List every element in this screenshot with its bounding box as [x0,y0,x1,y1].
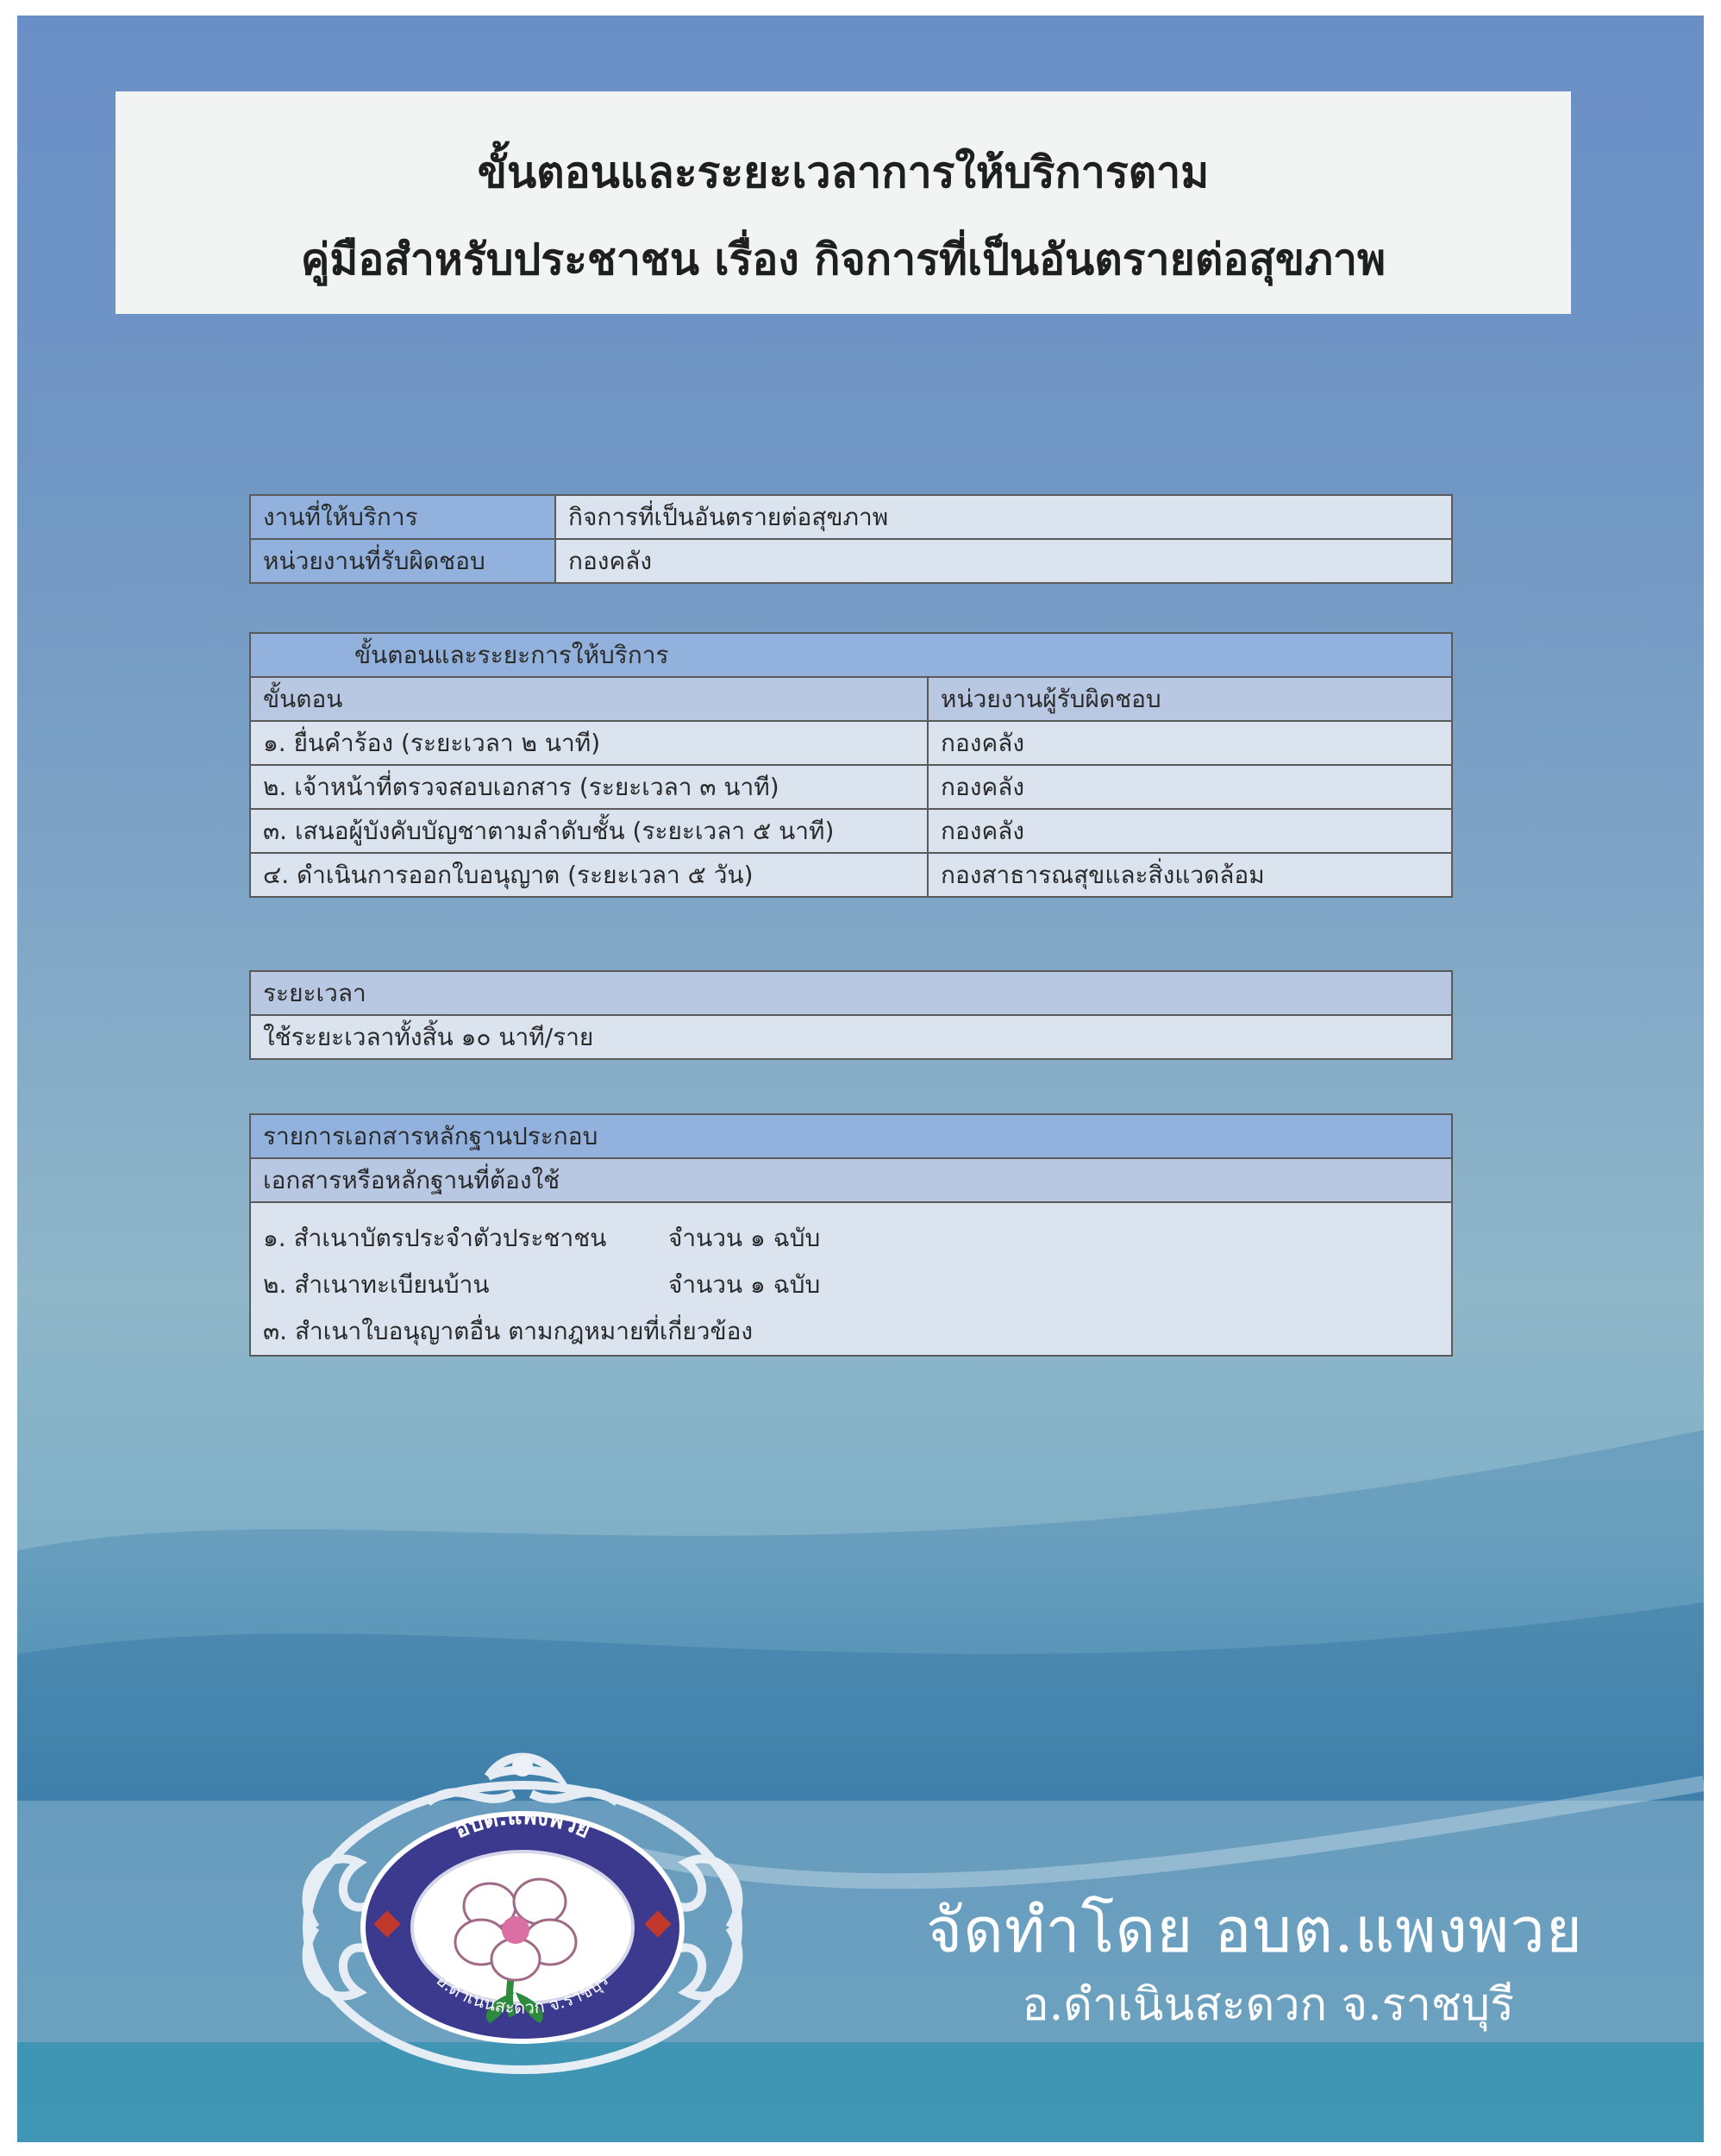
table-row [250,677,1452,721]
service-info-table [249,494,1453,584]
table-row [250,1015,1452,1059]
table-row [250,853,1452,897]
document-quantity: จำนวน ๑ ฉบับ [668,1270,821,1299]
table-row [250,1158,1452,1202]
list-item [263,1215,1439,1262]
unit-value: กองคลัง [555,539,1452,583]
service-value: กิจการที่เป็นอันตรายต่อสุขภาพ [555,495,1452,539]
unit-cell: กองคลัง [928,721,1452,765]
unit-cell: กองสาธารณสุขและสิ่งแวดล้อม [928,853,1452,897]
step-cell: ๓. เสนอผู้บังคับบัญชาตามลำดับชั้น (ระยะเวลา ๕ นาที) [250,809,928,853]
title-banner [116,91,1571,314]
step-cell: ๒. เจ้าหน้าที่ตรวจสอบเอกสาร (ระยะเวลา ๓ นาที) [250,765,928,809]
table-row [250,765,1452,809]
service-label: งานที่ให้บริการ [250,495,555,539]
document-name: ๓. สำเนาใบอนุญาตอื่น ตามกฎหมายที่เกี่ยวข้อง [263,1317,754,1345]
page-title: ขั้นตอนและระยะเวลาการให้บริการตาม [477,147,1210,197]
table-row [250,809,1452,853]
list-item [263,1308,1439,1355]
unit-label: หน่วยงานที่รับผิดชอบ [250,539,555,583]
duration-header: ระยะเวลา [250,971,1452,1015]
table-row [250,971,1452,1015]
documents-list [250,1202,1452,1356]
table-row [250,539,1452,583]
footer-organization: จัดทำโดย อบต.แพงพวย [925,1894,1583,1966]
documents-subheader: เอกสารหรือหลักฐานที่ต้องใช้ [250,1158,1452,1202]
duration-table [249,970,1453,1060]
document-name: ๒. สำเนาทะเบียนบ้าน [263,1270,490,1299]
col-step-header: ขั้นตอน [250,677,928,721]
step-cell: ๑. ยื่นคำร้อง (ระยะเวลา ๒ นาที) [250,721,928,765]
page-subtitle: คู่มือสำหรับประชาชน เรื่อง กิจการที่เป็นอันตรายต่อสุขภาพ [300,235,1386,285]
logo-top-text: อบต.แพงพวย [450,1803,595,1845]
col-unit-header: หน่วยงานผู้รับผิดชอบ [928,677,1452,721]
steps-header: ขั้นตอนและระยะการให้บริการ [250,633,1452,677]
unit-cell: กองคลัง [928,809,1452,853]
document-quantity: จำนวน ๑ ฉบับ [668,1224,821,1252]
table-row [250,1114,1452,1158]
table-row [250,633,1452,677]
documents-table [249,1113,1453,1357]
duration-value: ใช้ระยะเวลาทั้งสิ้น ๑๐ นาที/ราย [250,1015,1452,1059]
list-item [263,1262,1439,1308]
organization-logo [255,1742,790,2087]
steps-table [249,632,1453,898]
document-name: ๑. สำเนาบัตรประจำตัวประชาชน [263,1224,607,1252]
table-row [250,1202,1452,1356]
unit-cell: กองคลัง [928,765,1452,809]
documents-header: รายการเอกสารหลักฐานประกอบ [250,1114,1452,1158]
step-cell: ๔. ดำเนินการออกใบอนุญาต (ระยะเวลา ๕ วัน) [250,853,928,897]
table-row [250,495,1452,539]
table-row [250,721,1452,765]
footer-location: อ.ดำเนินสะดวก จ.ราชบุรี [1022,1979,1514,2031]
logo-bottom-text: อ.ดำเนินสะดวก จ.ราชบุรี [432,1969,613,2018]
